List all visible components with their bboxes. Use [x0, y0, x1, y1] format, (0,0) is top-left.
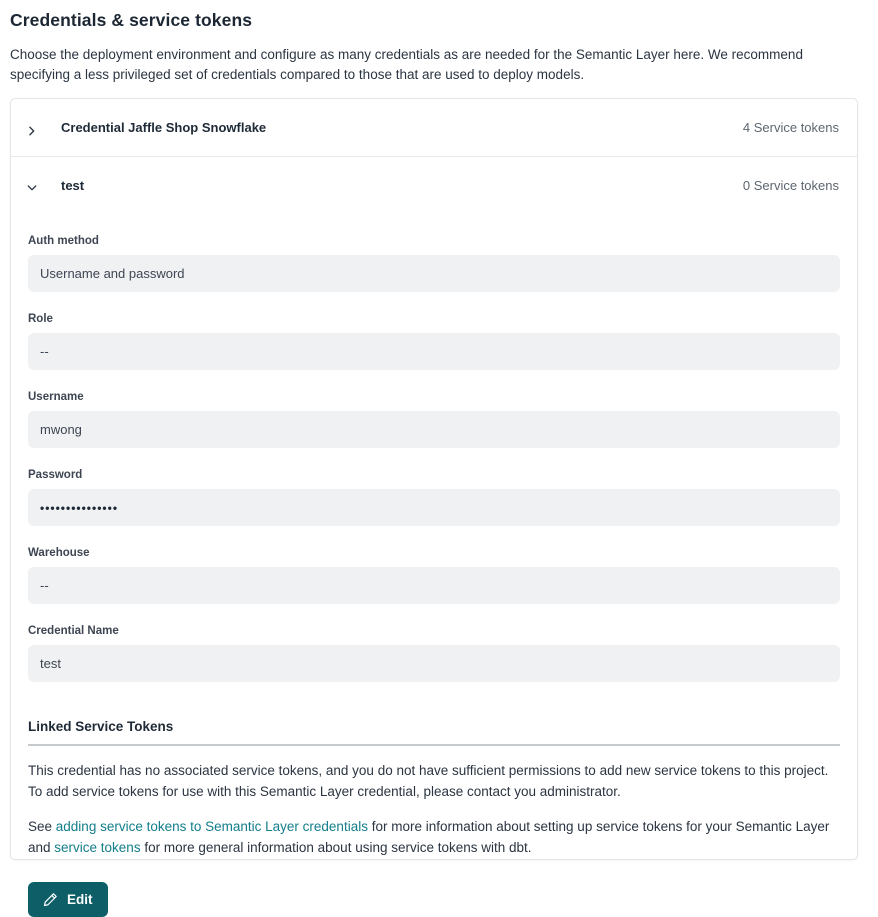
username-field: mwong	[28, 411, 840, 448]
service-tokens-count: 0 Service tokens	[742, 177, 839, 193]
role-label: Role	[28, 313, 53, 325]
warehouse-label: Warehouse	[28, 547, 90, 559]
credential-name-label: test	[61, 177, 85, 193]
page-title: Credentials & service tokens	[10, 10, 253, 30]
credential-name-label: Credential Jaffle Shop Snowflake	[61, 120, 267, 135]
password-label: Password	[28, 469, 83, 481]
password-field: •••••••••••••••	[28, 489, 840, 526]
chevron-down-icon	[27, 180, 37, 190]
credential-name-field: test	[28, 645, 840, 682]
link-semantic-layer-credentials[interactable]: adding service tokens to Semantic Layer credentials	[55, 819, 368, 834]
service-tokens-count: 4 Service tokens	[742, 120, 839, 135]
warehouse-field: --	[28, 567, 840, 604]
docs-paragraph	[28, 816, 840, 858]
edit-button-label: Edit	[67, 892, 93, 907]
pencil-icon	[43, 892, 58, 907]
docs-paragraph-mid: for more information about setting up service tokens for your Semantic Layer and	[28, 819, 830, 855]
role-field: --	[28, 333, 840, 370]
docs-paragraph-prefix: See	[28, 819, 56, 834]
linked-tokens-heading: Linked Service Tokens	[28, 719, 174, 734]
credential-row-jaffle[interactable]	[11, 99, 857, 156]
chevron-right-icon	[27, 123, 37, 133]
credential-row-test[interactable]	[11, 156, 857, 213]
page-description: Choose the deployment environment and configure as many credentials as are needed for the Semantic Layer here. We recommend specifying a less privileged set of credentials compared to those that are used to deploy models.	[10, 47, 803, 82]
edit-button[interactable]	[28, 882, 108, 917]
section-divider	[28, 744, 840, 746]
auth-method-label: Auth method	[28, 235, 99, 247]
auth-method-field: Username and password	[28, 255, 840, 292]
credential-name-field-label: Credential Name	[28, 625, 119, 637]
permissions-paragraph: This credential has no associated service tokens, and you do not have sufficient permissions to add new service tokens to this project. To add service tokens for use with this Semantic Layer credential, please contact you administrator.	[28, 763, 829, 799]
docs-paragraph-suffix: for more general information about using service tokens with dbt.	[140, 840, 532, 855]
credentials-card	[10, 98, 858, 907]
link-service-tokens[interactable]: service tokens	[54, 840, 141, 855]
username-label: Username	[28, 391, 84, 403]
credential-detail-panel	[11, 235, 857, 917]
